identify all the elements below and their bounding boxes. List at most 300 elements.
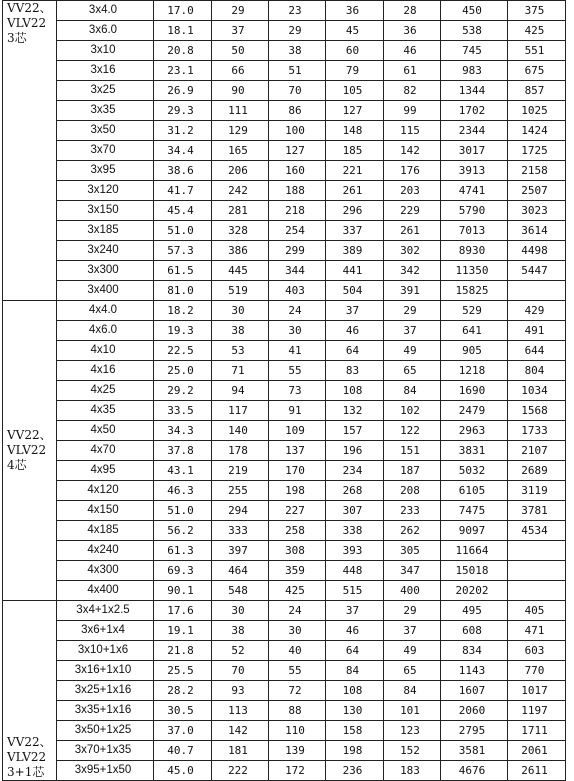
current-soil-cu-cell: 268 xyxy=(326,481,384,501)
weight-cu-cell: 1702 xyxy=(441,101,508,121)
model-group-label xyxy=(3,601,57,781)
current-air-al-cell: 23 xyxy=(269,1,326,21)
diameter-cell: 34.3 xyxy=(154,421,212,441)
spec-cell: 3x120 xyxy=(57,181,154,201)
diameter-cell: 61.5 xyxy=(154,261,212,281)
current-air-cu-cell: 178 xyxy=(212,441,269,461)
weight-al-cell: 5447 xyxy=(508,261,566,281)
spec-cell: 3x4+1x2.5 xyxy=(57,601,154,621)
table-row xyxy=(3,361,566,381)
diameter-cell: 81.0 xyxy=(154,281,212,301)
weight-al-cell: 2107 xyxy=(508,441,566,461)
current-air-cu-cell: 242 xyxy=(212,181,269,201)
weight-al-cell: 857 xyxy=(508,81,566,101)
spec-cell: 3x6.0 xyxy=(57,21,154,41)
current-soil-cu-cell: 37 xyxy=(326,301,384,321)
current-air-al-cell: 55 xyxy=(269,661,326,681)
current-air-cu-cell: 165 xyxy=(212,141,269,161)
weight-al-cell: 2611 xyxy=(508,761,566,781)
weight-al-cell: 3119 xyxy=(508,481,566,501)
table-row xyxy=(3,721,566,741)
current-soil-al-cell: 37 xyxy=(384,621,441,641)
current-soil-al-cell: 229 xyxy=(384,201,441,221)
diameter-cell: 30.5 xyxy=(154,701,212,721)
current-air-al-cell: 359 xyxy=(269,561,326,581)
table-row xyxy=(3,621,566,641)
current-air-al-cell: 198 xyxy=(269,481,326,501)
table-row xyxy=(3,541,566,561)
current-air-cu-cell: 30 xyxy=(212,301,269,321)
weight-al-cell: 3781 xyxy=(508,501,566,521)
current-air-cu-cell: 548 xyxy=(212,581,269,601)
spec-cell: 4x35 xyxy=(57,401,154,421)
current-soil-al-cell: 342 xyxy=(384,261,441,281)
table-row xyxy=(3,241,566,261)
current-air-al-cell: 139 xyxy=(269,741,326,761)
spec-cell: 4x150 xyxy=(57,501,154,521)
weight-al-cell xyxy=(508,581,566,601)
table-row xyxy=(3,81,566,101)
current-soil-cu-cell: 337 xyxy=(326,221,384,241)
table-row xyxy=(3,101,566,121)
current-soil-cu-cell: 157 xyxy=(326,421,384,441)
table-row xyxy=(3,441,566,461)
weight-cu-cell: 4676 xyxy=(441,761,508,781)
current-soil-al-cell: 262 xyxy=(384,521,441,541)
current-air-al-cell: 299 xyxy=(269,241,326,261)
current-air-al-cell: 127 xyxy=(269,141,326,161)
current-soil-cu-cell: 37 xyxy=(326,601,384,621)
weight-al-cell: 2158 xyxy=(508,161,566,181)
weight-cu-cell: 538 xyxy=(441,21,508,41)
diameter-cell: 28.2 xyxy=(154,681,212,701)
current-soil-al-cell: 261 xyxy=(384,221,441,241)
table-row xyxy=(3,121,566,141)
diameter-cell: 90.1 xyxy=(154,581,212,601)
spec-cell: 3x70+1x35 xyxy=(57,741,154,761)
current-soil-al-cell: 29 xyxy=(384,301,441,321)
model-label-line: 4芯 xyxy=(7,458,27,472)
current-air-al-cell: 110 xyxy=(269,721,326,741)
current-air-cu-cell: 519 xyxy=(212,281,269,301)
weight-cu-cell: 2479 xyxy=(441,401,508,421)
weight-cu-cell: 11664 xyxy=(441,541,508,561)
current-air-al-cell: 88 xyxy=(269,701,326,721)
current-soil-cu-cell: 296 xyxy=(326,201,384,221)
current-air-al-cell: 91 xyxy=(269,401,326,421)
current-air-cu-cell: 94 xyxy=(212,381,269,401)
current-air-al-cell: 29 xyxy=(269,21,326,41)
spec-cell: 3x10+1x6 xyxy=(57,641,154,661)
weight-al-cell: 804 xyxy=(508,361,566,381)
current-air-cu-cell: 66 xyxy=(212,61,269,81)
table-row xyxy=(3,601,566,621)
weight-al-cell: 425 xyxy=(508,21,566,41)
table-row xyxy=(3,701,566,721)
current-air-al-cell: 170 xyxy=(269,461,326,481)
table-row xyxy=(3,761,566,781)
table-row xyxy=(3,501,566,521)
current-air-al-cell: 24 xyxy=(269,601,326,621)
table-row xyxy=(3,561,566,581)
weight-cu-cell: 7013 xyxy=(441,221,508,241)
current-air-al-cell: 41 xyxy=(269,341,326,361)
current-soil-al-cell: 99 xyxy=(384,101,441,121)
spec-cell: 3x25+1x16 xyxy=(57,681,154,701)
diameter-cell: 46.3 xyxy=(154,481,212,501)
weight-cu-cell: 4741 xyxy=(441,181,508,201)
weight-al-cell xyxy=(508,541,566,561)
table-row xyxy=(3,661,566,681)
model-group-label xyxy=(3,301,57,601)
current-air-al-cell: 172 xyxy=(269,761,326,781)
model-label-line: VLV22 xyxy=(7,16,47,30)
table-row xyxy=(3,341,566,361)
current-soil-cu-cell: 393 xyxy=(326,541,384,561)
current-soil-cu-cell: 196 xyxy=(326,441,384,461)
table-row xyxy=(3,641,566,661)
current-soil-cu-cell: 60 xyxy=(326,41,384,61)
current-air-cu-cell: 111 xyxy=(212,101,269,121)
table-row xyxy=(3,321,566,341)
current-soil-cu-cell: 504 xyxy=(326,281,384,301)
current-air-cu-cell: 117 xyxy=(212,401,269,421)
weight-cu-cell: 20202 xyxy=(441,581,508,601)
current-soil-cu-cell: 221 xyxy=(326,161,384,181)
spec-cell: 3x35+1x16 xyxy=(57,701,154,721)
weight-al-cell: 1197 xyxy=(508,701,566,721)
weight-cu-cell: 3581 xyxy=(441,741,508,761)
weight-al-cell: 770 xyxy=(508,661,566,681)
cable-spec-table-container xyxy=(2,0,566,781)
current-air-cu-cell: 464 xyxy=(212,561,269,581)
current-soil-cu-cell: 46 xyxy=(326,321,384,341)
weight-al-cell: 1733 xyxy=(508,421,566,441)
table-row xyxy=(3,21,566,41)
table-row xyxy=(3,421,566,441)
current-soil-cu-cell: 389 xyxy=(326,241,384,261)
current-soil-al-cell: 65 xyxy=(384,361,441,381)
weight-cu-cell: 529 xyxy=(441,301,508,321)
diameter-cell: 20.8 xyxy=(154,41,212,61)
current-air-cu-cell: 219 xyxy=(212,461,269,481)
current-air-al-cell: 38 xyxy=(269,41,326,61)
spec-cell: 3x16 xyxy=(57,61,154,81)
diameter-cell: 19.3 xyxy=(154,321,212,341)
diameter-cell: 25.5 xyxy=(154,661,212,681)
model-group-label xyxy=(3,1,57,301)
current-air-cu-cell: 38 xyxy=(212,621,269,641)
current-air-cu-cell: 129 xyxy=(212,121,269,141)
current-air-cu-cell: 93 xyxy=(212,681,269,701)
spec-cell: 3x95+1x50 xyxy=(57,761,154,781)
current-air-cu-cell: 386 xyxy=(212,241,269,261)
current-air-al-cell: 86 xyxy=(269,101,326,121)
weight-cu-cell: 450 xyxy=(441,1,508,21)
weight-al-cell: 551 xyxy=(508,41,566,61)
current-air-cu-cell: 52 xyxy=(212,641,269,661)
current-air-al-cell: 51 xyxy=(269,61,326,81)
weight-al-cell: 2507 xyxy=(508,181,566,201)
spec-cell: 4x50 xyxy=(57,421,154,441)
current-air-cu-cell: 37 xyxy=(212,21,269,41)
current-soil-al-cell: 400 xyxy=(384,581,441,601)
current-air-cu-cell: 281 xyxy=(212,201,269,221)
current-soil-cu-cell: 236 xyxy=(326,761,384,781)
spec-cell: 4x400 xyxy=(57,581,154,601)
weight-cu-cell: 641 xyxy=(441,321,508,341)
current-soil-al-cell: 29 xyxy=(384,601,441,621)
weight-cu-cell: 3831 xyxy=(441,441,508,461)
current-air-cu-cell: 38 xyxy=(212,321,269,341)
current-air-al-cell: 70 xyxy=(269,81,326,101)
diameter-cell: 38.6 xyxy=(154,161,212,181)
table-row xyxy=(3,481,566,501)
spec-cell: 4x16 xyxy=(57,361,154,381)
current-soil-cu-cell: 130 xyxy=(326,701,384,721)
diameter-cell: 18.2 xyxy=(154,301,212,321)
current-soil-al-cell: 233 xyxy=(384,501,441,521)
weight-al-cell: 4534 xyxy=(508,521,566,541)
current-soil-cu-cell: 84 xyxy=(326,661,384,681)
current-air-al-cell: 72 xyxy=(269,681,326,701)
weight-cu-cell: 7475 xyxy=(441,501,508,521)
weight-al-cell: 603 xyxy=(508,641,566,661)
current-soil-cu-cell: 108 xyxy=(326,681,384,701)
current-soil-al-cell: 176 xyxy=(384,161,441,181)
current-air-al-cell: 137 xyxy=(269,441,326,461)
current-soil-al-cell: 122 xyxy=(384,421,441,441)
current-soil-al-cell: 302 xyxy=(384,241,441,261)
weight-cu-cell: 983 xyxy=(441,61,508,81)
weight-cu-cell: 9097 xyxy=(441,521,508,541)
current-air-cu-cell: 255 xyxy=(212,481,269,501)
current-air-al-cell: 344 xyxy=(269,261,326,281)
diameter-cell: 19.1 xyxy=(154,621,212,641)
weight-al-cell xyxy=(508,281,566,301)
spec-cell: 4x25 xyxy=(57,381,154,401)
current-soil-al-cell: 84 xyxy=(384,381,441,401)
weight-al-cell: 491 xyxy=(508,321,566,341)
diameter-cell: 25.0 xyxy=(154,361,212,381)
spec-cell: 3x400 xyxy=(57,281,154,301)
table-row xyxy=(3,141,566,161)
weight-al-cell: 2061 xyxy=(508,741,566,761)
current-air-cu-cell: 294 xyxy=(212,501,269,521)
table-row xyxy=(3,401,566,421)
current-soil-al-cell: 101 xyxy=(384,701,441,721)
table-row xyxy=(3,381,566,401)
current-air-al-cell: 218 xyxy=(269,201,326,221)
current-soil-cu-cell: 108 xyxy=(326,381,384,401)
weight-cu-cell: 1344 xyxy=(441,81,508,101)
weight-al-cell: 2689 xyxy=(508,461,566,481)
current-air-cu-cell: 29 xyxy=(212,1,269,21)
current-air-al-cell: 30 xyxy=(269,621,326,641)
current-air-cu-cell: 328 xyxy=(212,221,269,241)
weight-al-cell: 1017 xyxy=(508,681,566,701)
current-air-al-cell: 254 xyxy=(269,221,326,241)
weight-cu-cell: 2344 xyxy=(441,121,508,141)
weight-cu-cell: 11350 xyxy=(441,261,508,281)
weight-cu-cell: 1143 xyxy=(441,661,508,681)
weight-al-cell: 1568 xyxy=(508,401,566,421)
current-air-al-cell: 73 xyxy=(269,381,326,401)
current-air-cu-cell: 50 xyxy=(212,41,269,61)
spec-cell: 3x240 xyxy=(57,241,154,261)
weight-al-cell: 375 xyxy=(508,1,566,21)
table-row xyxy=(3,41,566,61)
current-soil-cu-cell: 83 xyxy=(326,361,384,381)
diameter-cell: 45.0 xyxy=(154,761,212,781)
spec-cell: 4x10 xyxy=(57,341,154,361)
weight-al-cell: 1025 xyxy=(508,101,566,121)
current-soil-cu-cell: 515 xyxy=(326,581,384,601)
weight-al-cell: 1725 xyxy=(508,141,566,161)
current-soil-al-cell: 203 xyxy=(384,181,441,201)
current-air-al-cell: 258 xyxy=(269,521,326,541)
current-air-al-cell: 24 xyxy=(269,301,326,321)
spec-cell: 3x25 xyxy=(57,81,154,101)
table-row xyxy=(3,201,566,221)
current-soil-al-cell: 142 xyxy=(384,141,441,161)
current-air-al-cell: 40 xyxy=(269,641,326,661)
current-soil-al-cell: 187 xyxy=(384,461,441,481)
weight-al-cell: 1034 xyxy=(508,381,566,401)
current-soil-al-cell: 46 xyxy=(384,41,441,61)
diameter-cell: 22.5 xyxy=(154,341,212,361)
current-soil-cu-cell: 261 xyxy=(326,181,384,201)
spec-cell: 3x185 xyxy=(57,221,154,241)
current-soil-cu-cell: 45 xyxy=(326,21,384,41)
table-row xyxy=(3,521,566,541)
spec-cell: 4x95 xyxy=(57,461,154,481)
weight-al-cell: 1711 xyxy=(508,721,566,741)
weight-cu-cell: 5032 xyxy=(441,461,508,481)
current-soil-cu-cell: 127 xyxy=(326,101,384,121)
spec-cell: 3x6+1x4 xyxy=(57,621,154,641)
current-soil-al-cell: 65 xyxy=(384,661,441,681)
spec-cell: 3x95 xyxy=(57,161,154,181)
weight-al-cell: 405 xyxy=(508,601,566,621)
current-soil-cu-cell: 185 xyxy=(326,141,384,161)
current-air-al-cell: 109 xyxy=(269,421,326,441)
current-soil-al-cell: 391 xyxy=(384,281,441,301)
weight-cu-cell: 15825 xyxy=(441,281,508,301)
spec-cell: 3x35 xyxy=(57,101,154,121)
current-air-al-cell: 227 xyxy=(269,501,326,521)
spec-cell: 3x300 xyxy=(57,261,154,281)
spec-cell: 4x185 xyxy=(57,521,154,541)
current-soil-al-cell: 28 xyxy=(384,1,441,21)
weight-al-cell: 4498 xyxy=(508,241,566,261)
diameter-cell: 37.8 xyxy=(154,441,212,461)
diameter-cell: 69.3 xyxy=(154,561,212,581)
current-air-al-cell: 160 xyxy=(269,161,326,181)
current-soil-cu-cell: 148 xyxy=(326,121,384,141)
diameter-cell: 56.2 xyxy=(154,521,212,541)
diameter-cell: 41.7 xyxy=(154,181,212,201)
current-soil-al-cell: 305 xyxy=(384,541,441,561)
current-soil-cu-cell: 234 xyxy=(326,461,384,481)
current-soil-al-cell: 123 xyxy=(384,721,441,741)
current-soil-al-cell: 151 xyxy=(384,441,441,461)
diameter-cell: 34.4 xyxy=(154,141,212,161)
table-row xyxy=(3,581,566,601)
model-label-line: 3+1芯 xyxy=(7,765,45,779)
current-soil-al-cell: 115 xyxy=(384,121,441,141)
current-soil-al-cell: 36 xyxy=(384,21,441,41)
current-air-cu-cell: 70 xyxy=(212,661,269,681)
table-row xyxy=(3,301,566,321)
spec-cell: 3x50+1x25 xyxy=(57,721,154,741)
weight-cu-cell: 1607 xyxy=(441,681,508,701)
weight-al-cell: 3023 xyxy=(508,201,566,221)
weight-al-cell: 1424 xyxy=(508,121,566,141)
diameter-cell: 26.9 xyxy=(154,81,212,101)
weight-cu-cell: 608 xyxy=(441,621,508,641)
table-row xyxy=(3,281,566,301)
table-row xyxy=(3,1,566,21)
diameter-cell: 51.0 xyxy=(154,501,212,521)
diameter-cell: 23.1 xyxy=(154,61,212,81)
model-label-line: 3芯 xyxy=(7,31,27,45)
table-row xyxy=(3,161,566,181)
current-soil-al-cell: 347 xyxy=(384,561,441,581)
diameter-cell: 18.1 xyxy=(154,21,212,41)
current-soil-cu-cell: 448 xyxy=(326,561,384,581)
current-air-cu-cell: 206 xyxy=(212,161,269,181)
current-air-al-cell: 188 xyxy=(269,181,326,201)
current-air-al-cell: 403 xyxy=(269,281,326,301)
weight-cu-cell: 2060 xyxy=(441,701,508,721)
current-soil-cu-cell: 64 xyxy=(326,341,384,361)
diameter-cell: 33.5 xyxy=(154,401,212,421)
weight-cu-cell: 745 xyxy=(441,41,508,61)
current-air-al-cell: 55 xyxy=(269,361,326,381)
current-soil-cu-cell: 64 xyxy=(326,641,384,661)
weight-cu-cell: 6105 xyxy=(441,481,508,501)
current-air-al-cell: 308 xyxy=(269,541,326,561)
spec-cell: 3x70 xyxy=(57,141,154,161)
current-soil-al-cell: 37 xyxy=(384,321,441,341)
weight-cu-cell: 15018 xyxy=(441,561,508,581)
current-soil-al-cell: 49 xyxy=(384,641,441,661)
spec-cell: 4x4.0 xyxy=(57,301,154,321)
diameter-cell: 17.0 xyxy=(154,1,212,21)
weight-al-cell: 471 xyxy=(508,621,566,641)
current-soil-al-cell: 84 xyxy=(384,681,441,701)
weight-al-cell: 644 xyxy=(508,341,566,361)
current-air-cu-cell: 397 xyxy=(212,541,269,561)
weight-cu-cell: 3913 xyxy=(441,161,508,181)
current-air-cu-cell: 222 xyxy=(212,761,269,781)
diameter-cell: 61.3 xyxy=(154,541,212,561)
current-soil-al-cell: 102 xyxy=(384,401,441,421)
weight-al-cell: 429 xyxy=(508,301,566,321)
current-air-cu-cell: 181 xyxy=(212,741,269,761)
table-row xyxy=(3,61,566,81)
spec-cell: 3x4.0 xyxy=(57,1,154,21)
model-label-line: VV22、 xyxy=(7,1,52,15)
spec-cell: 4x70 xyxy=(57,441,154,461)
diameter-cell: 57.3 xyxy=(154,241,212,261)
current-soil-al-cell: 208 xyxy=(384,481,441,501)
current-soil-al-cell: 82 xyxy=(384,81,441,101)
current-air-al-cell: 425 xyxy=(269,581,326,601)
cable-spec-table xyxy=(2,0,566,781)
current-air-cu-cell: 71 xyxy=(212,361,269,381)
